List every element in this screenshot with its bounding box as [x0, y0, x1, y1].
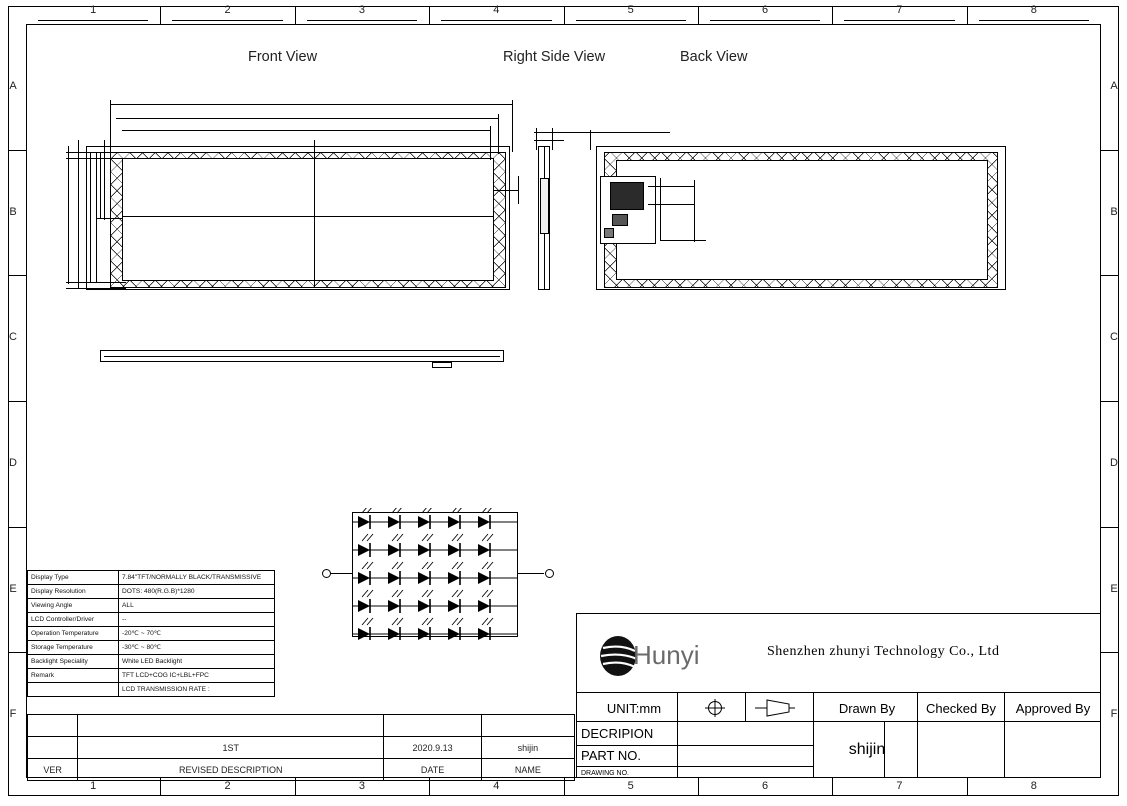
zone-column-label: 4 [493, 780, 500, 792]
part-no-value [681, 746, 811, 765]
svg-text:Hunyi: Hunyi [633, 640, 700, 670]
rev-header-name: NAME [481, 759, 574, 781]
table-row [28, 585, 275, 599]
zone-tick [8, 150, 26, 151]
table-row [28, 669, 275, 683]
zone-tick [8, 652, 26, 653]
rev-header-ver: VER [28, 759, 78, 781]
front-dim-ext-top-b [512, 100, 513, 152]
part-no-label: PART NO. [581, 748, 641, 763]
title-block-col-proj [745, 692, 746, 721]
back-dim-ext-2 [694, 180, 695, 242]
zone-column-label: 5 [627, 4, 634, 16]
spec-value: 7.84"TFT/NORMALLY BLACK/TRANSMISSIVE [119, 571, 275, 585]
approved-by-value [1005, 721, 1101, 778]
spec-value: LCD TRANSMISSION RATE : [119, 683, 275, 697]
zone-column-label: 7 [896, 4, 903, 16]
back-component-small [612, 214, 628, 226]
title-block-col-unit [677, 692, 678, 721]
spec-key: Operation Temperature [28, 627, 119, 641]
zone-column-label: 4 [493, 4, 500, 16]
back-component-pad [604, 228, 614, 238]
zone-tick [1101, 652, 1119, 653]
table-row [28, 683, 275, 697]
table-row [28, 599, 275, 613]
zone-row-label: E [9, 582, 17, 595]
back-ic-block [610, 182, 644, 210]
spec-value: -30℃ ~ 80℃ [119, 641, 275, 655]
zone-column-underline [307, 20, 417, 21]
unit-label: UNIT:mm [606, 700, 662, 716]
spec-key: Display Type [28, 571, 119, 585]
drawn-by-label: Drawn By [838, 700, 896, 716]
side-dim-top-2 [534, 140, 564, 141]
spec-key: Remark [28, 669, 119, 683]
projection-target-icon [695, 698, 735, 718]
zone-column-underline [38, 20, 148, 21]
rev-header-description: REVISED DESCRIPTION [78, 759, 384, 781]
spec-key: LCD Controller/Driver [28, 613, 119, 627]
zone-column-label: 8 [1030, 4, 1037, 16]
back-dim-ext-1 [660, 178, 661, 240]
zone-column-underline [172, 20, 282, 21]
zone-row-label: E [1110, 582, 1118, 595]
led-terminal-anode [322, 569, 331, 578]
rev-cell-date [384, 715, 481, 737]
zone-column-underline [844, 20, 954, 21]
zone-column-underline [576, 20, 686, 21]
zone-column-label: 7 [896, 780, 903, 792]
front-center-line-horizontal [122, 216, 494, 217]
profile-center-line [104, 356, 500, 357]
rev-cell-description [78, 715, 384, 737]
zone-column-label: 1 [90, 780, 97, 792]
description-label: DECRIPION [581, 726, 654, 741]
front-edge-line-1 [90, 152, 91, 282]
back-dim-3 [660, 240, 706, 241]
front-active-area [122, 158, 494, 281]
front-view-title: Front View [248, 49, 318, 65]
zone-column-underline [979, 20, 1089, 21]
checked-by-value [918, 721, 1004, 778]
zone-column-underline [710, 20, 820, 21]
led-lead-left [330, 573, 352, 574]
back-view-title: Back View [680, 49, 748, 65]
front-edge-line-2 [96, 152, 97, 282]
zone-row-label: D [9, 456, 17, 469]
table-row [28, 641, 275, 655]
profile-connector [432, 362, 452, 368]
side-connector-block [540, 178, 549, 234]
table-header-row [28, 759, 575, 781]
spec-key: Storage Temperature [28, 641, 119, 655]
front-ext-line-4 [66, 288, 126, 289]
rev-cell-ver [28, 715, 78, 737]
front-dim-left-h [96, 218, 122, 219]
zone-tick [1101, 275, 1119, 276]
spec-key: Viewing Angle [28, 599, 119, 613]
zone-row-label: C [9, 331, 17, 344]
spec-value: DOTS: 480(R.G.B)*1280 [119, 585, 275, 599]
front-dim-top-3 [122, 130, 490, 131]
spec-value: -- [119, 613, 275, 627]
front-dim-top-1 [110, 104, 512, 105]
zone-row-label: D [1110, 456, 1118, 469]
table-row [28, 715, 575, 737]
front-dim-line-left-1 [68, 146, 69, 284]
zone-row-label: B [9, 205, 17, 218]
specification-table [27, 570, 275, 697]
checked-by-label: Checked By [925, 700, 997, 716]
back-inner-area [616, 160, 988, 280]
rev-cell-description: 1ST [78, 737, 384, 759]
front-dim-ext-top-a [110, 100, 111, 152]
projection-cone-icon [753, 698, 797, 718]
title-block-divider-1 [577, 692, 1100, 693]
front-ext-line-2 [66, 158, 126, 159]
led-terminal-cathode [545, 569, 554, 578]
zone-column-label: 8 [1030, 780, 1037, 792]
right-side-view-title: Right Side View [503, 49, 606, 65]
zone-column-label: 6 [762, 4, 769, 16]
spec-key: Backlight Speciality [28, 655, 119, 669]
drawing-no-value [681, 767, 811, 779]
back-dim-1 [648, 186, 694, 187]
zone-row-label: B [1110, 205, 1118, 218]
led-array [352, 508, 522, 640]
side-dim-top [534, 132, 670, 133]
title-block [576, 613, 1101, 778]
zone-column-underline [441, 20, 551, 21]
zone-tick [8, 401, 26, 402]
spec-value: ALL [119, 599, 275, 613]
side-dim-ext-1 [536, 128, 537, 150]
drawing-no-label: DRAWING NO. [581, 769, 629, 777]
table-row [28, 655, 275, 669]
rev-cell-name: shijin [481, 737, 574, 759]
zone-column-label: 1 [90, 4, 97, 16]
title-block-col-fields [677, 721, 678, 777]
rev-cell-date: 2020.9.13 [384, 737, 481, 759]
zone-tick [1101, 401, 1119, 402]
front-leader-right [494, 190, 518, 191]
spec-key [28, 683, 119, 697]
zone-row-label: C [1110, 331, 1118, 344]
zone-row-label: F [9, 708, 17, 721]
revision-table [27, 714, 575, 781]
company-name: Shenzhen zhunyi Technology Co., Ltd [767, 644, 1000, 659]
table-row [28, 571, 275, 585]
zone-row-label: F [1110, 708, 1118, 721]
rev-header-date: DATE [384, 759, 481, 781]
spec-value: White LED Backlight [119, 655, 275, 669]
table-row [28, 737, 575, 759]
zone-tick [1101, 150, 1119, 151]
front-dim-ext-top-d [490, 126, 491, 160]
zone-column-label: 3 [358, 780, 365, 792]
zone-column-label: 5 [627, 780, 634, 792]
rev-cell-name [481, 715, 574, 737]
description-value [681, 723, 811, 744]
zone-column-label: 2 [224, 780, 231, 792]
front-center-line-vertical [314, 140, 315, 288]
rev-cell-ver [28, 737, 78, 759]
zone-tick [8, 275, 26, 276]
zone-tick [1101, 527, 1119, 528]
table-row [28, 613, 275, 627]
zone-tick [8, 527, 26, 528]
front-dim-line-left-2 [78, 140, 79, 288]
zone-column-label: 2 [224, 4, 231, 16]
front-dim-left-v [100, 152, 101, 218]
zone-column-label: 3 [358, 4, 365, 16]
drawn-by-value: shijin [848, 740, 886, 758]
front-ext-line-1 [66, 152, 126, 153]
zone-row-label: A [1110, 79, 1118, 92]
zone-column-label: 6 [762, 780, 769, 792]
front-ext-line-3 [66, 282, 126, 283]
front-dim-ext-top-c [498, 114, 499, 154]
back-dim-2 [648, 204, 694, 205]
company-logo [597, 634, 737, 674]
spec-key: Display Resolution [28, 585, 119, 599]
front-leader-right-tick [518, 176, 519, 204]
spec-value: -20℃ ~ 70℃ [119, 627, 275, 641]
title-block-col-1 [813, 692, 814, 777]
front-dim-top-2 [116, 118, 498, 119]
zone-row-label: A [9, 79, 17, 92]
side-dim-ext-2 [552, 128, 553, 150]
side-dim-ext-3 [590, 130, 591, 150]
spec-value: TFT LCD+COG IC+LBL+FPC [119, 669, 275, 683]
table-row [28, 627, 275, 641]
approved-by-label: Approved By [1015, 700, 1091, 716]
